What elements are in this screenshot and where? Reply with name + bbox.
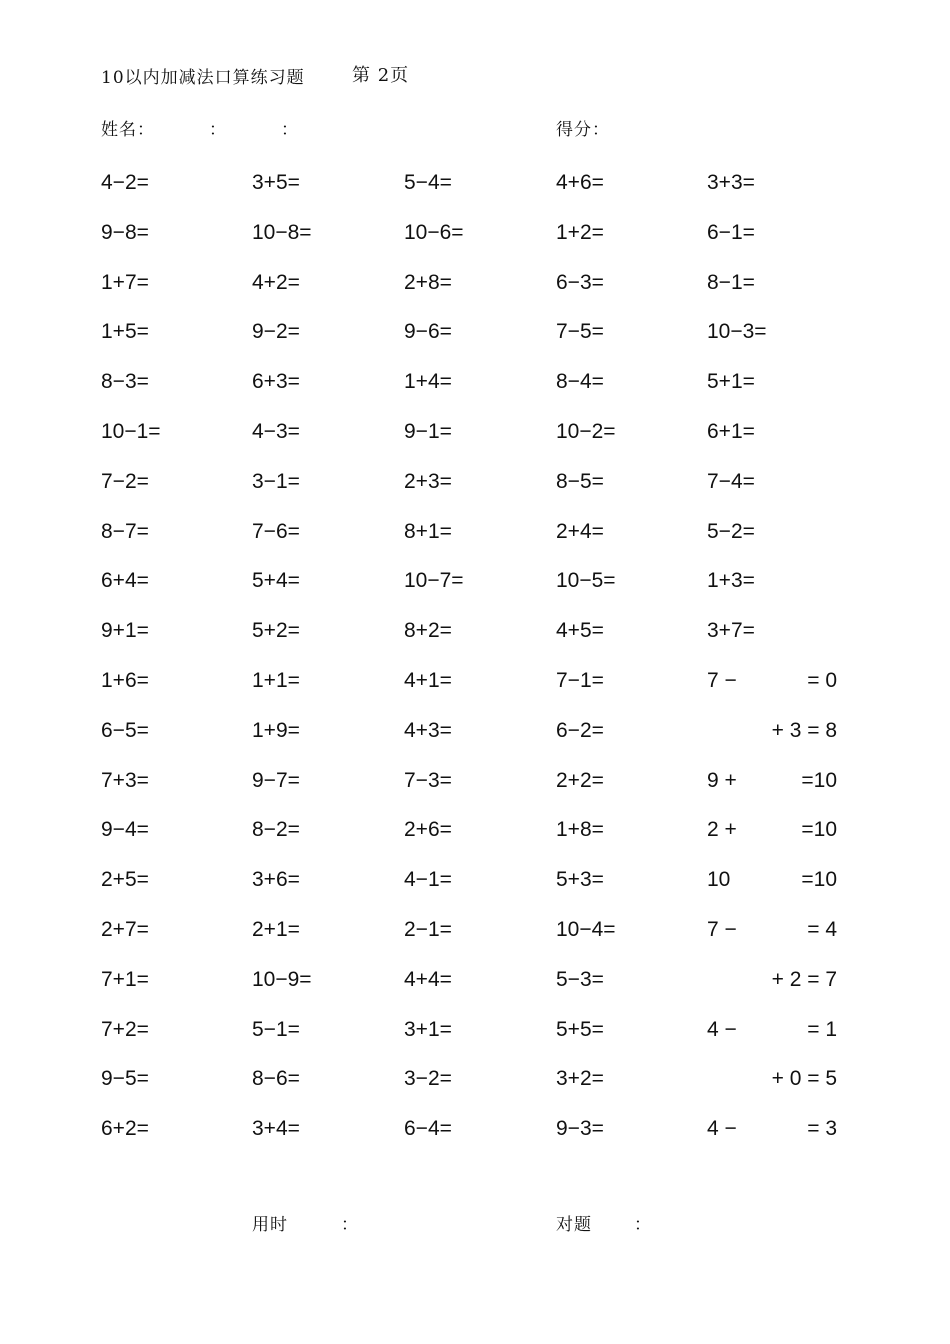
- problem-cell: 9−1=: [404, 419, 452, 443]
- problem-cell: 9−7=: [252, 768, 300, 792]
- worksheet-title: 10以内加减法口算练习题: [101, 68, 305, 88]
- problem-cell: 9−8=: [101, 220, 149, 244]
- problem-cell: 4−1=: [404, 868, 452, 892]
- fill-blank-left: 5−2=: [707, 519, 755, 543]
- problem-cell: 3−2=: [404, 1067, 452, 1091]
- problem-cell: 5−4=: [404, 171, 452, 194]
- problem-cell: 5+5=: [556, 1017, 604, 1041]
- problem-cell: 10−8=: [252, 220, 312, 244]
- fill-blank-left: 1+3=: [707, 569, 755, 593]
- problem-cell: 10−4=: [556, 917, 616, 941]
- problem-row: [101, 271, 861, 321]
- problem-cell: 4−3=: [252, 419, 300, 443]
- problem-row: [101, 520, 861, 570]
- problem-cell: 8+2=: [404, 619, 452, 643]
- problem-cell: 3+5=: [252, 171, 300, 194]
- problem-cell: 10−2=: [556, 419, 616, 443]
- problem-row: [101, 619, 861, 669]
- problem-row: [101, 968, 861, 1018]
- problem-cell: 9+1=: [101, 619, 149, 643]
- problem-cell: 7−3=: [404, 768, 452, 792]
- time-colon: ：: [341, 1215, 359, 1235]
- problem-cell: 10−7=: [404, 569, 464, 593]
- fill-blank-left: 7 −: [707, 917, 737, 941]
- problem-cell: 8−3=: [101, 370, 149, 394]
- problem-cell: 8−6=: [252, 1067, 300, 1091]
- fill-blank-right: + 3 = 8: [771, 718, 837, 742]
- problem-cell: 1+1=: [252, 668, 300, 692]
- problem-row: [101, 420, 861, 470]
- fill-blank-left: 8−1=: [707, 270, 755, 294]
- problem-row: [101, 769, 861, 819]
- problem-cell: 2+2=: [556, 768, 604, 792]
- fill-blank-left: 4 −: [707, 1017, 737, 1041]
- problem-row: [101, 470, 861, 520]
- problem-cell: 1+4=: [404, 370, 452, 394]
- problem-cell: 3−1=: [252, 469, 300, 493]
- problem-cell: 7+2=: [101, 1017, 149, 1041]
- problem-cell: 7+3=: [101, 768, 149, 792]
- problem-cell: 2+8=: [404, 270, 452, 294]
- problem-row: [101, 818, 861, 868]
- score-label: 得分：: [556, 120, 610, 140]
- problem-cell: 8−5=: [556, 469, 604, 493]
- problem-cell: 2+7=: [101, 917, 149, 941]
- problem-cell: 7+1=: [101, 967, 149, 991]
- problem-cell: 9−2=: [252, 320, 300, 344]
- fill-blank-left: 4 −: [707, 1117, 737, 1141]
- problem-cell: 1+5=: [101, 320, 149, 344]
- problem-row: [101, 370, 861, 420]
- fill-blank-right: = 4: [807, 917, 837, 941]
- problem-cell: 9−6=: [404, 320, 452, 344]
- fill-blank-left: 3+3=: [707, 171, 755, 194]
- fill-blank-left: 7−4=: [707, 469, 755, 493]
- problem-row: [101, 669, 861, 719]
- fill-blank-right: = 1: [807, 1017, 837, 1041]
- problem-row: [101, 1067, 861, 1117]
- problem-cell: 7−1=: [556, 668, 604, 692]
- problem-cell: 1+7=: [101, 270, 149, 294]
- problem-cell: 10−6=: [404, 220, 464, 244]
- problem-cell: 5+4=: [252, 569, 300, 593]
- name-label: 姓名：: [101, 120, 155, 140]
- problem-cell: 6−5=: [101, 718, 149, 742]
- problem-cell: 1+2=: [556, 220, 604, 244]
- problem-cell: 4+1=: [404, 668, 452, 692]
- problem-cell: 8−7=: [101, 519, 149, 543]
- problem-cell: 6−2=: [556, 718, 604, 742]
- problem-cell: 3+1=: [404, 1017, 452, 1041]
- problem-cell: 2+4=: [556, 519, 604, 543]
- fill-blank-left: 2 +: [707, 818, 737, 842]
- problem-row: [101, 320, 861, 370]
- problem-cell: 6+3=: [252, 370, 300, 394]
- fill-blank-left: 3+7=: [707, 619, 755, 643]
- problem-cell: 2+3=: [404, 469, 452, 493]
- problem-cell: 4+5=: [556, 619, 604, 643]
- problem-cell: 4−2=: [101, 171, 149, 194]
- fill-blank-right: = 3: [807, 1117, 837, 1141]
- problem-row: [101, 1117, 861, 1167]
- name-blank-mark-2: ：: [281, 120, 299, 140]
- problem-cell: 1+9=: [252, 718, 300, 742]
- correct-count-label: 对题: [556, 1215, 592, 1235]
- problem-row: [101, 1018, 861, 1068]
- problem-cell: 9−3=: [556, 1117, 604, 1141]
- problem-cell: 8−4=: [556, 370, 604, 394]
- correct-count-colon: ：: [634, 1215, 652, 1235]
- problem-cell: 9−4=: [101, 818, 149, 842]
- problem-cell: 2+6=: [404, 818, 452, 842]
- problem-cell: 10−1=: [101, 419, 161, 443]
- fill-blank-right: =10: [801, 768, 837, 792]
- problem-cell: 3+6=: [252, 868, 300, 892]
- fill-blank-right: + 0 = 5: [771, 1067, 837, 1091]
- fill-blank-left: 6−1=: [707, 220, 755, 244]
- problem-cell: 10−5=: [556, 569, 616, 593]
- problem-cell: 5−1=: [252, 1017, 300, 1041]
- problem-row: [101, 171, 861, 221]
- problem-cell: 9−5=: [101, 1067, 149, 1091]
- problem-cell: 6+2=: [101, 1117, 149, 1141]
- problem-cell: 4+4=: [404, 967, 452, 991]
- problem-row: [101, 569, 861, 619]
- problem-cell: 7−2=: [101, 469, 149, 493]
- problem-cell: 1+6=: [101, 668, 149, 692]
- fill-blank-left: 10−3=: [707, 320, 767, 344]
- problem-cell: 3+2=: [556, 1067, 604, 1091]
- problem-cell: 5+2=: [252, 619, 300, 643]
- problem-row: [101, 868, 861, 918]
- problem-cell: 5−3=: [556, 967, 604, 991]
- page-number: 第 2页: [352, 65, 410, 86]
- fill-blank-left: 5+1=: [707, 370, 755, 394]
- problem-cell: 2+1=: [252, 917, 300, 941]
- fill-blank-left: 10: [707, 868, 731, 892]
- fill-blank-left: 7 −: [707, 668, 737, 692]
- problem-cell: 6−3=: [556, 270, 604, 294]
- problem-cell: 7−5=: [556, 320, 604, 344]
- problem-cell: 4+3=: [404, 718, 452, 742]
- fill-blank-right: + 2 = 7: [771, 967, 837, 991]
- problem-cell: 8+1=: [404, 519, 452, 543]
- problem-cell: 4+2=: [252, 270, 300, 294]
- problem-row: [101, 719, 861, 769]
- problem-cell: 7−6=: [252, 519, 300, 543]
- name-blank-mark: ：: [209, 120, 227, 140]
- fill-blank-left: 9 +: [707, 768, 737, 792]
- problem-grid: [101, 171, 861, 1167]
- time-label: 用时: [252, 1215, 288, 1235]
- problem-cell: 6+4=: [101, 569, 149, 593]
- problem-cell: 3+4=: [252, 1117, 300, 1141]
- problem-cell: 10−9=: [252, 967, 312, 991]
- problem-row: [101, 221, 861, 271]
- problem-cell: 1+8=: [556, 818, 604, 842]
- fill-blank-right: = 0: [807, 668, 837, 692]
- fill-blank-left: 6+1=: [707, 419, 755, 443]
- fill-blank-right: =10: [801, 868, 837, 892]
- problem-cell: 4+6=: [556, 171, 604, 194]
- problem-cell: 5+3=: [556, 868, 604, 892]
- problem-cell: 2+5=: [101, 868, 149, 892]
- fill-blank-right: =10: [801, 818, 837, 842]
- problem-cell: 6−4=: [404, 1117, 452, 1141]
- problem-row: [101, 918, 861, 968]
- problem-cell: 8−2=: [252, 818, 300, 842]
- problem-cell: 2−1=: [404, 917, 452, 941]
